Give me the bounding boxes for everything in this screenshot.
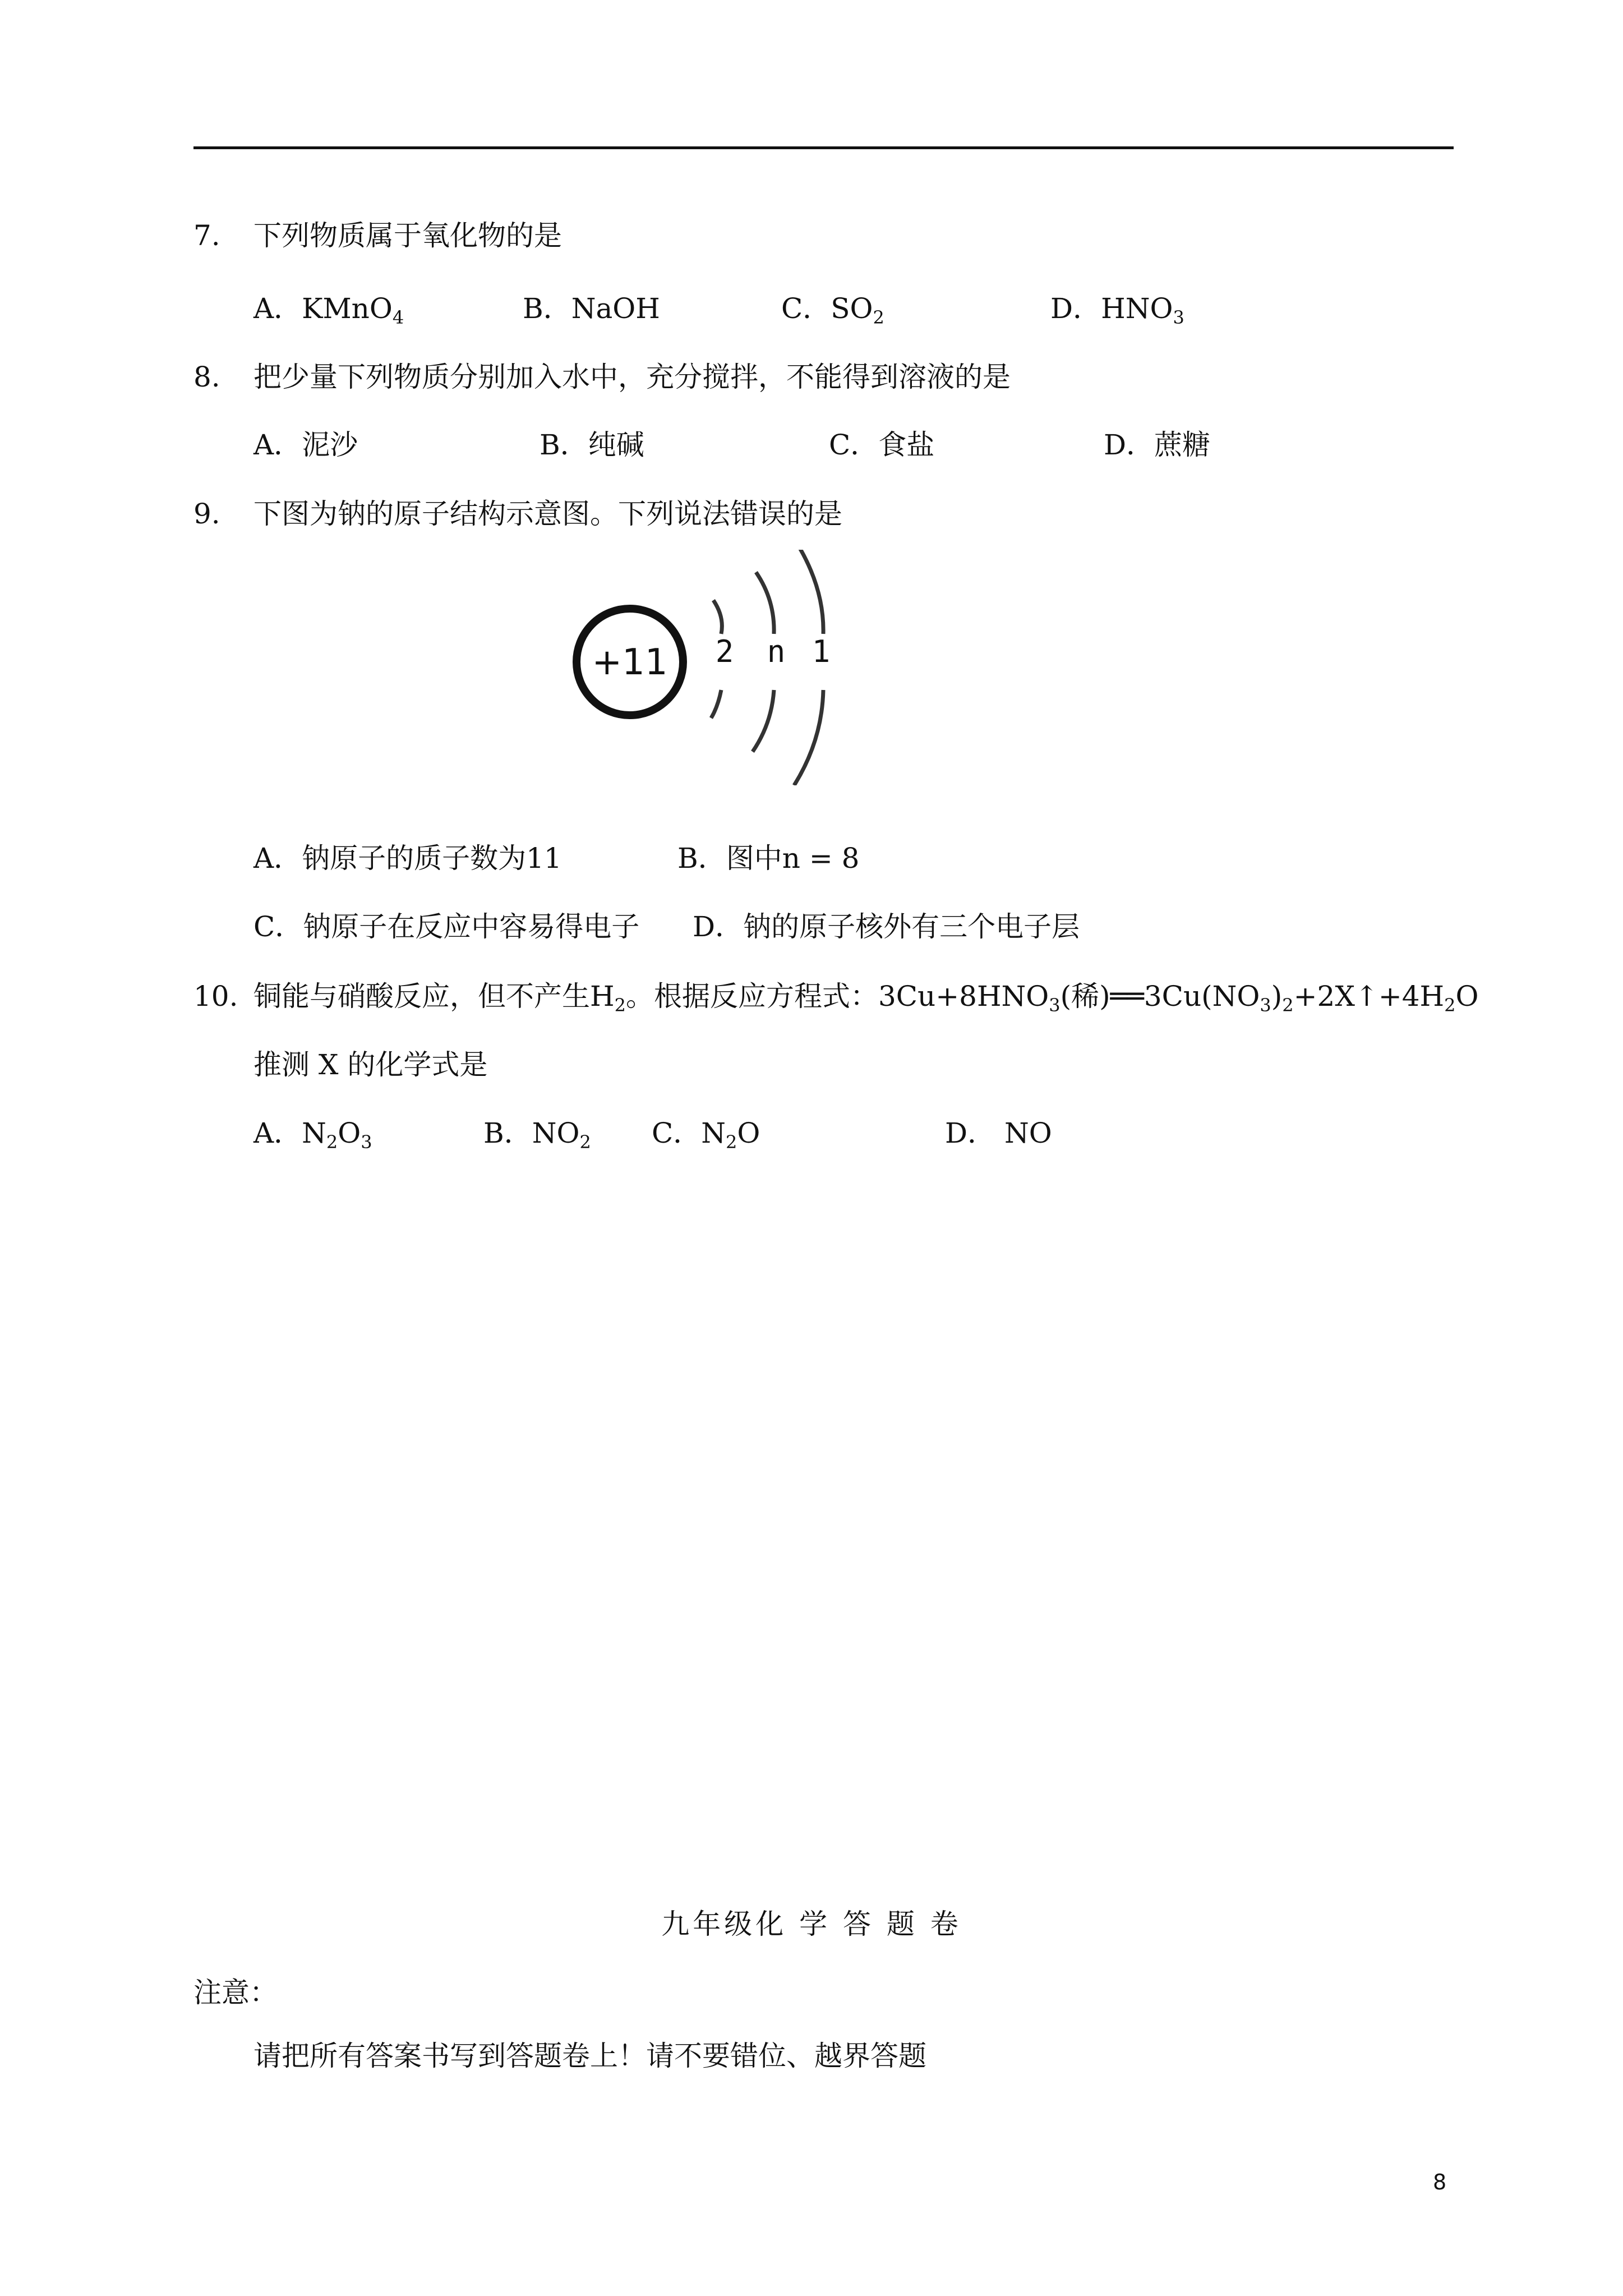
header-rule — [193, 146, 1454, 149]
shell-arc-2-top — [756, 572, 774, 634]
q8-number: 8. — [193, 361, 220, 393]
shell-arc-3-top — [797, 550, 823, 634]
q8-option-c: C．食盐 — [829, 429, 935, 461]
shell-arc-1-top — [713, 600, 722, 634]
q10-option-a: A．$N_2O_3$ — [253, 1117, 372, 1153]
q7-number: 7. — [193, 219, 220, 252]
q7-option-a: A．KMnO$_4$ — [253, 292, 404, 328]
q10-option-c: C．$N_2O$ — [652, 1117, 760, 1153]
q8-option-d: D．蔗糖 — [1104, 429, 1211, 461]
sodium-atom-structure-diagram — [566, 550, 858, 785]
answer-sheet-title: 九年级化 学 答 题 卷 — [661, 1908, 962, 1940]
shell-arc-1-bottom — [711, 690, 721, 718]
nucleus-charge: +11 — [592, 642, 668, 683]
q10-stem: 铜能与硝酸反应，但不产生$H_2$。根据反应方程式：$3Cu+8HNO_3$(稀)$══3Cu(NO_3)_2+2X↑+4H_2O$ — [253, 980, 1479, 1016]
q9-option-c: C．钠原子在反应中容易得电子 — [253, 910, 640, 943]
q10-stem-line-2: 推测 X 的化学式是 — [253, 1048, 488, 1081]
q7-option-b: B．NaOH — [523, 292, 660, 325]
note-label: 注意： — [193, 1976, 278, 2009]
q10-option-d: D． NO — [945, 1117, 1052, 1149]
shell-arc-3-bottom — [794, 690, 823, 785]
q10-number: 10. — [193, 980, 238, 1013]
q8-stem: 把少量下列物质分别加入水中，充分搅拌，不能得到溶液的是 — [253, 361, 1011, 393]
q9-option-b: B．图中n = 8 — [677, 842, 860, 875]
q7-option-d: D．$HNO_3$ — [1050, 292, 1184, 328]
shell-1-electrons: 2 — [715, 634, 734, 669]
q9-option-d: D．钠的原子核外有三个电子层 — [693, 910, 1080, 943]
q10-option-b: B．$NO_2$ — [483, 1117, 591, 1153]
note-text: 请把所有答案书写到答题卷上！请不要错位、越界答题 — [253, 2040, 926, 2072]
page-number: 8 — [1433, 2170, 1447, 2194]
q7-option-c: C．$SO_2$ — [781, 292, 884, 328]
q7-stem: 下列物质属于氧化物的是 — [253, 219, 562, 252]
q8-option-a: A．泥沙 — [253, 429, 358, 461]
q9-option-a: A．钠原子的质子数为11 — [253, 842, 562, 875]
shell-arc-2-bottom — [753, 690, 774, 752]
q8-option-b: B．纯碱 — [540, 429, 644, 461]
q9-stem: 下图为钠的原子结构示意图。下列说法错误的是 — [253, 498, 842, 530]
q9-number: 9. — [193, 498, 220, 530]
shell-2-electrons: n — [767, 634, 786, 669]
shell-3-electrons: 1 — [811, 634, 831, 669]
